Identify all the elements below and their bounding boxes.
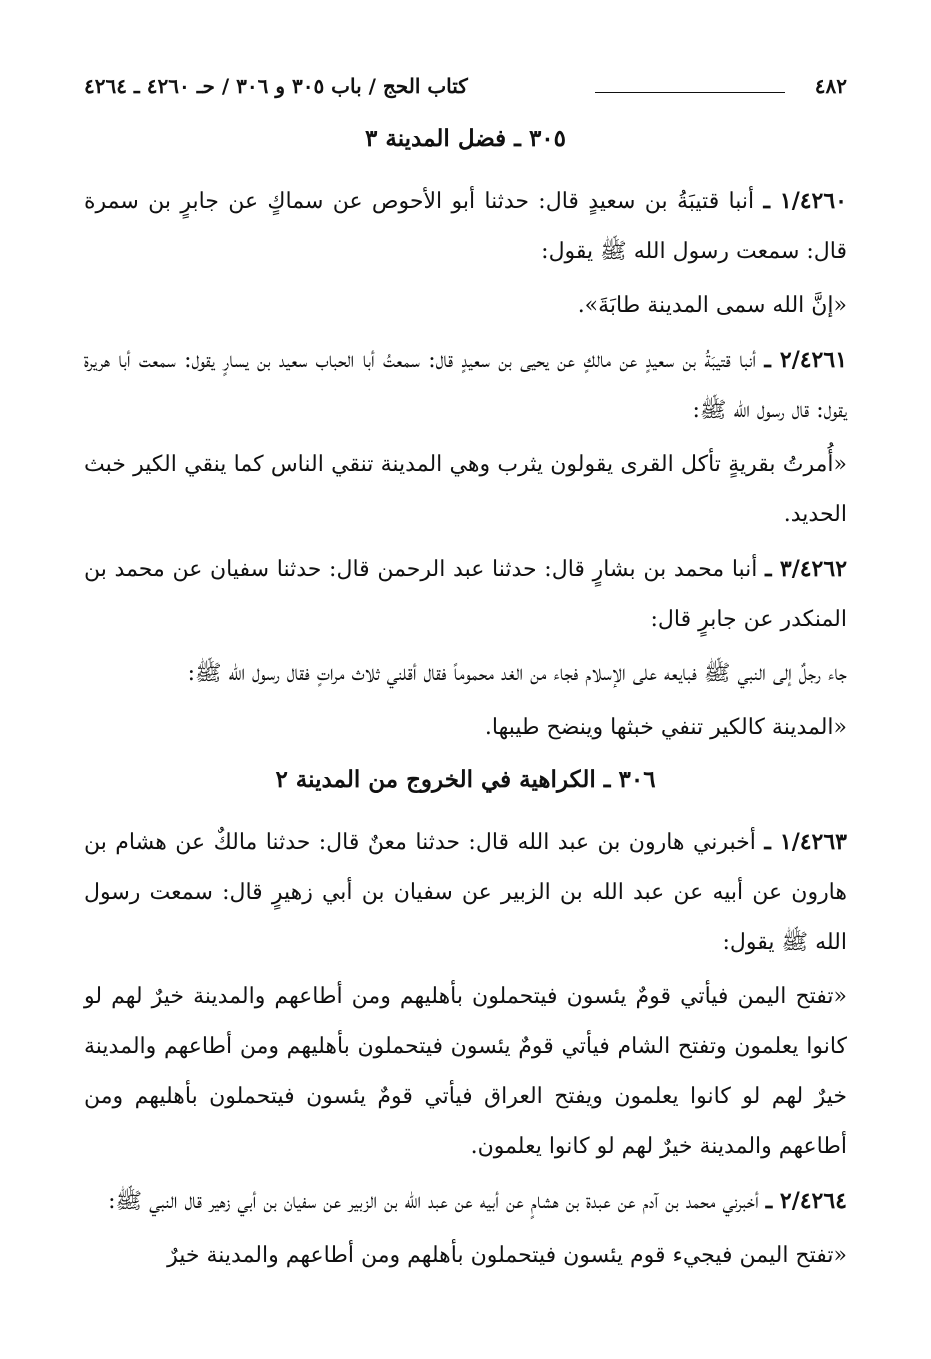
- page-number: ٤٨٢: [814, 74, 847, 98]
- hadith-text: أنبا قتيبَةُ بن سعيدٍ قال: حدثنا أبو الأحوص عن سماكٍ عن جابرٍ بن سمرة قال: سمعت رسول الله ﷺ يقول:: [84, 189, 847, 264]
- hadith-quote: «المدينة كالكير تنفي خبثها وينضح طيبها.: [484, 715, 847, 740]
- page-header: [84, 72, 847, 108]
- hadith-quote: «إنَّ الله سمى المدينة طابَةَ».: [577, 293, 847, 318]
- hadith-number: ١/٤٢٦٠ ـ: [763, 188, 847, 214]
- hadith-number: ٣/٤٢٦٢ ـ: [765, 556, 848, 582]
- hadith-paragraph: [84, 335, 847, 436]
- hadith-paragraph: [84, 176, 847, 277]
- hadith-quote: جاء رجلٌ إلى النبي ﷺ فبايعه على الإسلام فجاء من الغد محموماً فقال أقلني ثلاث مراتٍ فقال رسول الله ﷺ:: [187, 661, 847, 686]
- hadith-text: أخبرني هارون بن عبد الله قال: حدثنا معنٌ قال: حدثنا مالكٌ عن هشام بن هارون عن أبيه عن عبد الله بن الزبير عن سفيان بن أبي زهيرٍ قال: سمعت رسول الله ﷺ يقول:: [84, 830, 847, 955]
- page-body: [84, 118, 847, 1281]
- hadith-quote: «أُمرتُ بقريةٍ تأكل القرى يقولون يثرب وهي المدينة تنقي الناس كما ينقي الكير خبث الحديد.: [84, 452, 847, 527]
- section-title: ٣٠٥ ـ فضل المدينة ٣: [365, 125, 566, 152]
- hadith-paragraph: [84, 1176, 847, 1227]
- hadith-paragraph: [84, 544, 847, 645]
- hadith-text: أنبا محمد بن بشارٍ قال: حدثنا عبد الرحمن قال: حدثنا سفيان عن محمد بن المنكدر عن جابرٍ قال:: [84, 557, 847, 632]
- hadith-quote: «تفتح اليمن فيأتي قومٌ يئسون فيتحملون بأهليهم ومن أطاعهم والمدينة خيرٌ لهم لو كانوا يعلمون وتفتح الشام فيأتي قومٌ يئسون فيتحملون بأهليهم ومن أطاعهم والمدينة خيرٌ لهم لو كانوا يعلمون ويفتح العراق فيأتي قومٌ يئسون فيتحملون بأهليهم ومن أطاعهم والمدينة خيرٌ لهم لو كانوا يعلمون.: [84, 984, 847, 1159]
- hadith-text: أخبرني محمد بن آدم عن عبدة بن هشامٍ عن أبيه عن عبد الله بن الزبير عن سفيان بن أبي زهير قال النبي ﷺ:: [108, 1189, 766, 1214]
- hadith-number: ٢/٤٢٦٤ ـ: [765, 1188, 847, 1214]
- header-rule: [595, 92, 785, 93]
- hadith-paragraph: [84, 817, 847, 968]
- hadith-quote: «تفتح اليمن فيجيء قوم يئسون فيتحملون بأهلهم ومن أطاعهم والمدينة خيرٌ: [167, 1243, 847, 1268]
- section-title: ٣٠٦ ـ الكراهية في الخروج من المدينة ٢: [275, 766, 656, 793]
- running-head: كتاب الحج / باب ٣٠٥ و ٣٠٦ / حـ ٤٢٦٠ ـ ٤٢٦٤: [84, 74, 468, 98]
- hadith-number: ٢/٤٢٦١ ـ: [764, 347, 848, 373]
- hadith-number: ١/٤٢٦٣ ـ: [764, 829, 847, 855]
- hadith-text: أنبا قتيبَةُ بن سعيدٍ عن مالكٍ عن يحيى بن سعيدٍ قال: سمعتُ أبا الحباب سعيد بن يسارٍ يقول: سمعت أبا هريرة يقول: قال رسول الله ﷺ:: [84, 348, 847, 423]
